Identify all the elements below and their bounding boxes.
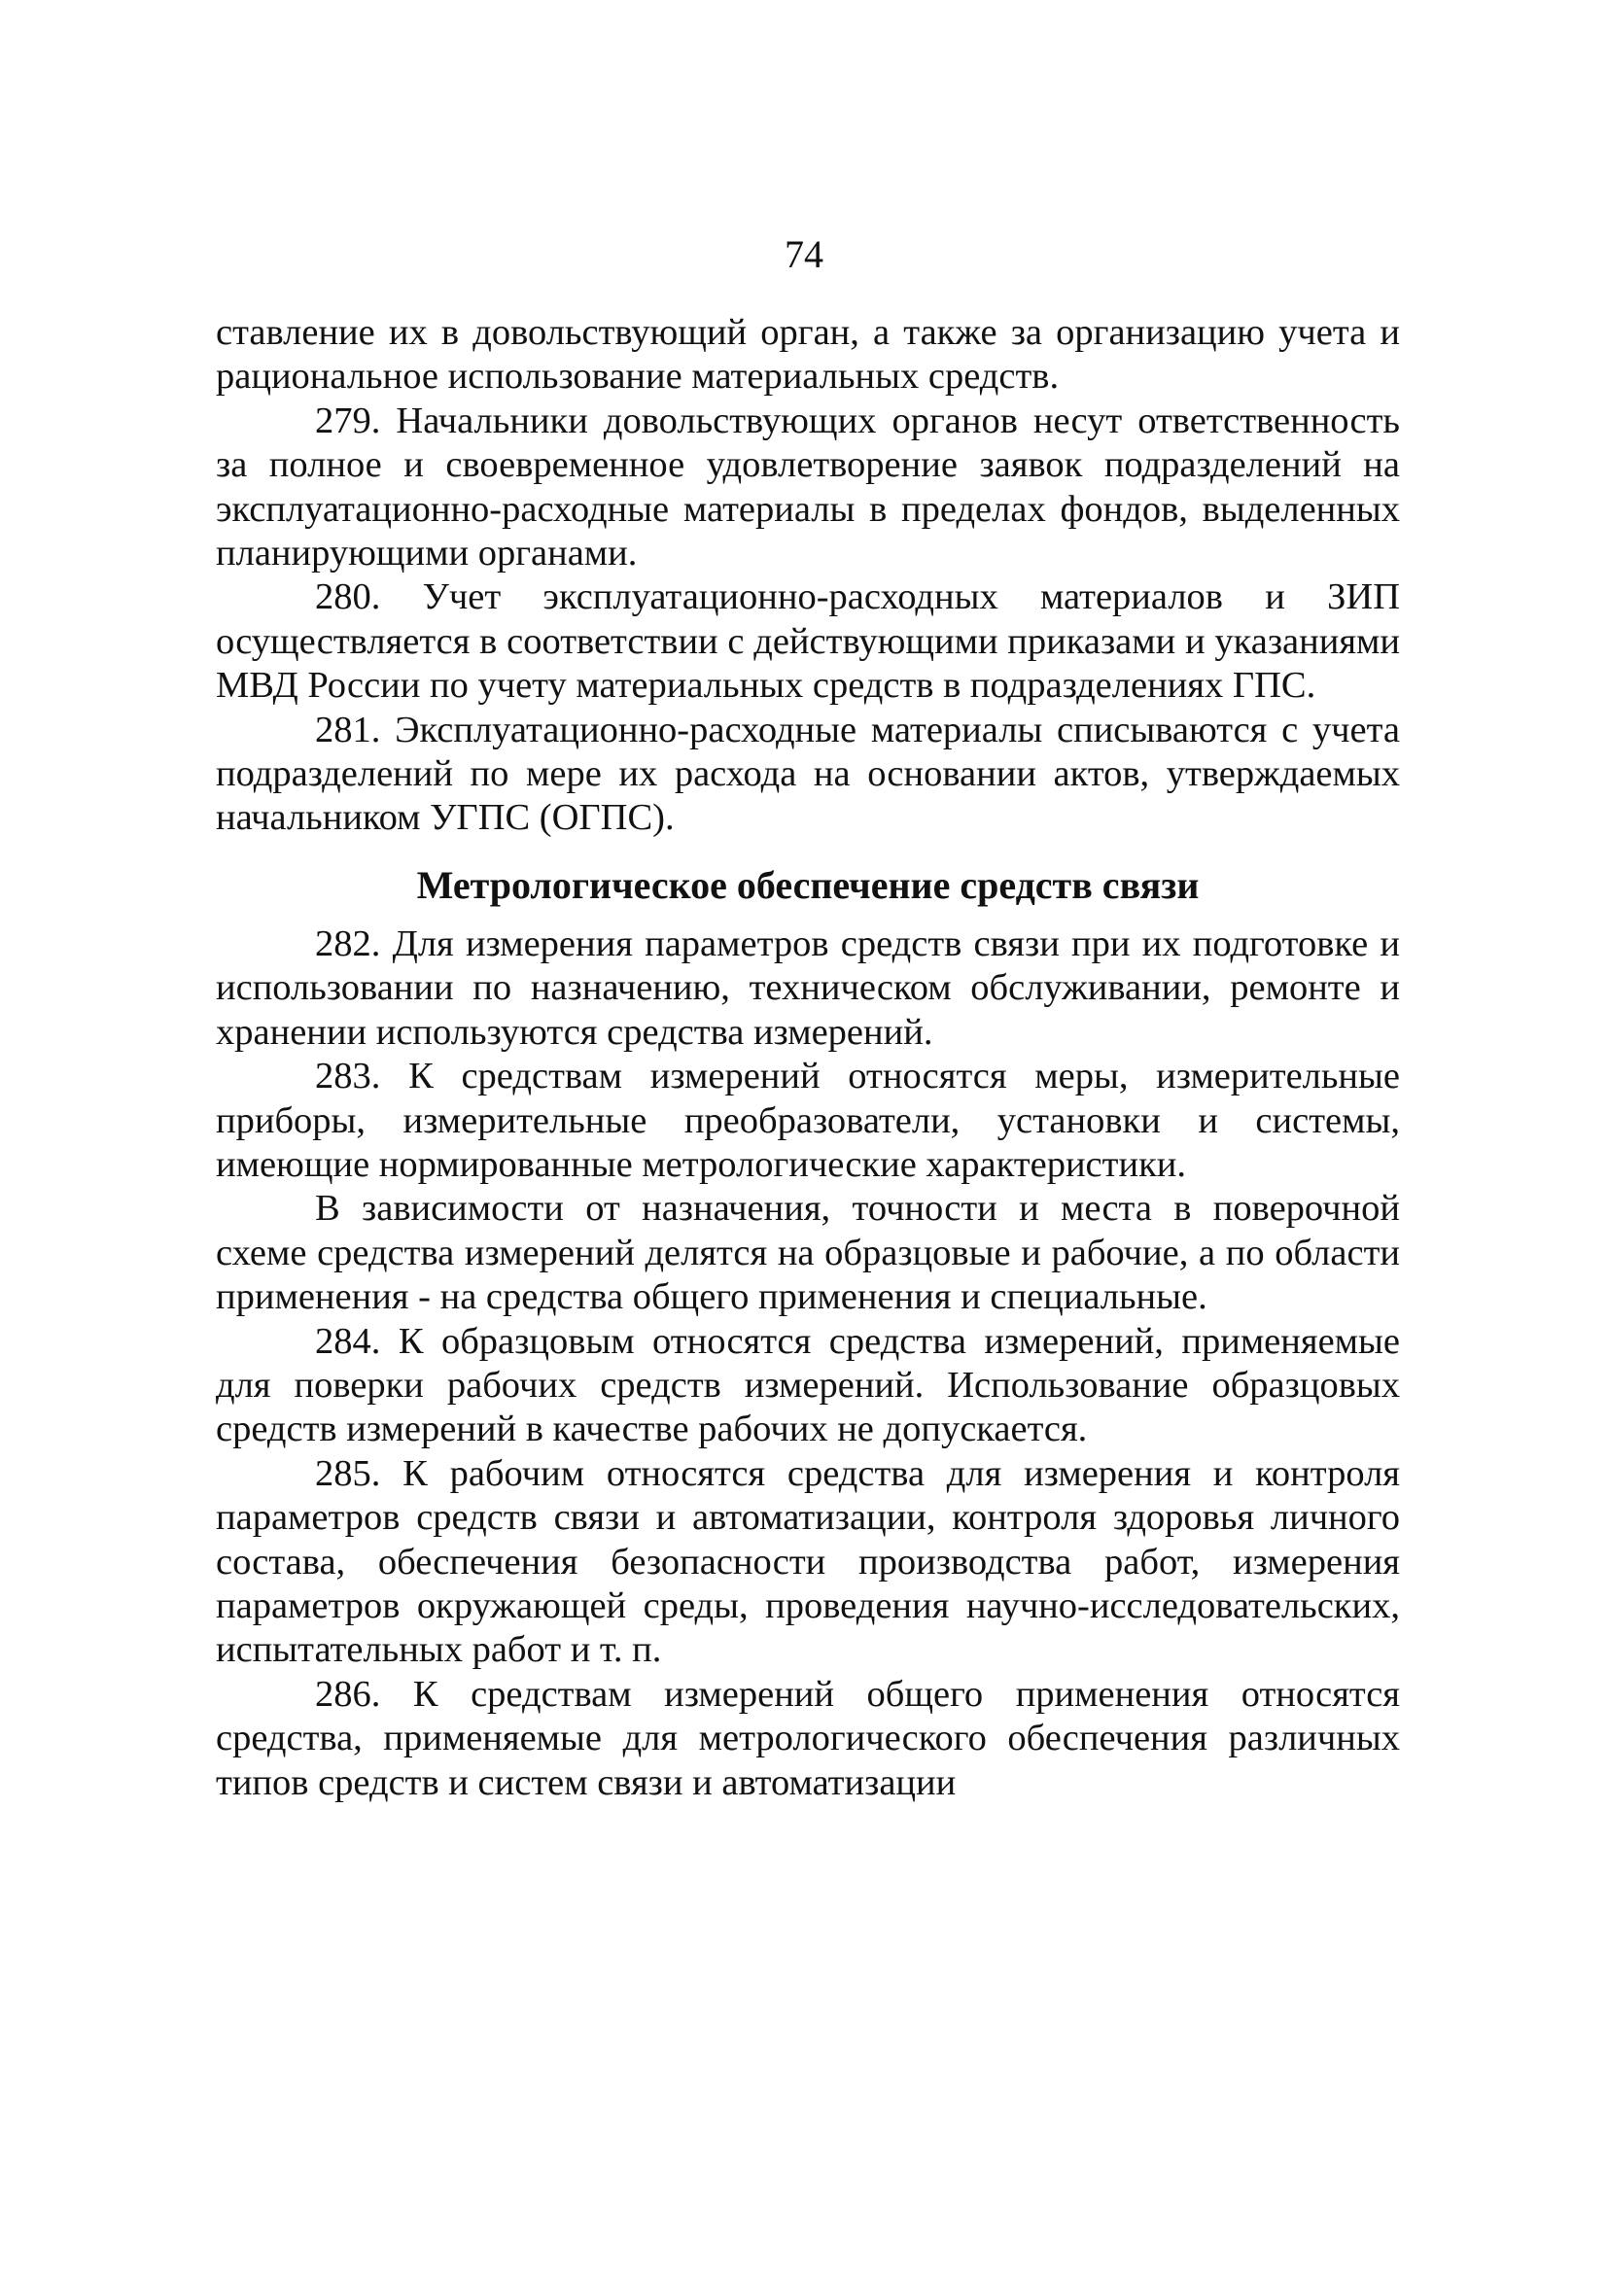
- paragraph-281: 281. Эксплуатационно-расходные материалы списываются с учета подразделений по мере их расхода на основании актов, утверждаемых начальником УГПС (ОГПС).: [216, 709, 1400, 839]
- paragraph-282: 282. Для измерения параметров средств связи при их подготовке и использовании по назначению, техническом обслуживании, ремонте и хранении используются средства измерений.: [216, 922, 1400, 1053]
- paragraph-classification: В зависимости от назначения, точности и места в поверочной схеме средства измерений делятся на образцовые и рабочие, а по области применения - на средства общего применения и специальные.: [216, 1188, 1400, 1318]
- paragraph-continuation: ставление их в довольствующий орган, а также за организацию учета и рациональное использование материальных средств.: [216, 312, 1400, 398]
- paragraph-284: 284. К образцовым относятся средства измерений, применяемые для поверки рабочих средств измерений. Использование образцовых средств измерений в качестве рабочих не допускается.: [216, 1320, 1400, 1450]
- paragraph-283: 283. К средствам измерений относятся меры, измерительные приборы, измерительные преобразователи, установки и системы, имеющие нормированные метрологические характеристики.: [216, 1056, 1400, 1185]
- document-body: [216, 311, 1400, 1805]
- paragraph-285: 285. К рабочим относятся средства для измерения и контроля параметров средств связи и автоматизации, контроля здоровья личного состава, обеспечения безопасности производства работ, измерения параметров окружающей среды, проведения научно-исследовательских, испытательных работ и т. п.: [216, 1452, 1400, 1671]
- section-heading: Метрологическое обеспечение средств связи: [416, 862, 1200, 907]
- paragraph-280: 280. Учет эксплуатационно-расходных материалов и ЗИП осуществляется в соответствии с действующими приказами и указаниями МВД России по учету материальных средств в подразделениях ГПС.: [216, 576, 1400, 707]
- page-number: 74: [785, 232, 823, 276]
- paragraph-279: 279. Начальники довольствующих органов несут ответственность за полное и своевременное удовлетворение заявок подразделений на эксплуатационно-расходные материалы в пределах фондов, выделенных планирующими органами.: [216, 400, 1400, 574]
- paragraph-286: 286. К средствам измерений общего применения относятся средства, применяемые для метрологического обеспечения различных типов средств и систем связи и автоматизации: [216, 1673, 1400, 1803]
